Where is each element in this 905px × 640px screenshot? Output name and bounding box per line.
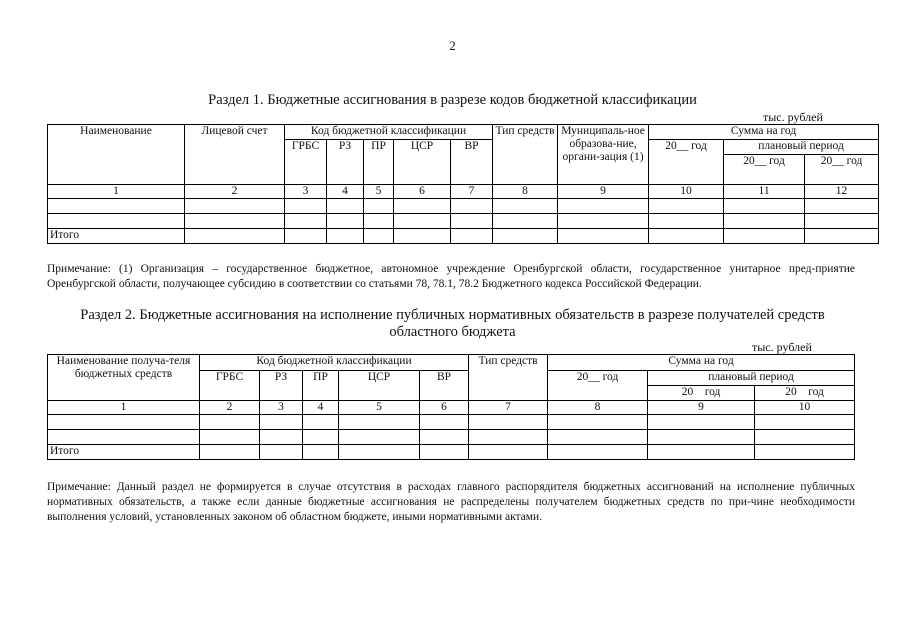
table-cell[interactable]: [260, 445, 303, 460]
table-cell[interactable]: [558, 199, 649, 214]
table-cell[interactable]: [451, 199, 493, 214]
col-municipal-header: Муниципаль-ное образова-ние, органи-зация (1): [558, 125, 649, 185]
table-cell[interactable]: [493, 199, 558, 214]
table-cell[interactable]: [48, 415, 200, 430]
col-year-current-header: 20__ год: [649, 140, 724, 185]
column-number: 10: [755, 401, 855, 415]
table-cell[interactable]: [303, 430, 339, 445]
table-cell[interactable]: [558, 229, 649, 244]
table-cell[interactable]: [755, 430, 855, 445]
table-cell[interactable]: [649, 229, 724, 244]
col-planning-period-header: плановый период: [648, 371, 855, 386]
table-cell[interactable]: [260, 415, 303, 430]
table-cell[interactable]: [648, 415, 755, 430]
column-number: 7: [451, 185, 493, 199]
column-number: 8: [493, 185, 558, 199]
table-cell[interactable]: [339, 430, 420, 445]
col-sum-header: Сумма на год: [649, 125, 879, 140]
col-year-plan2-header: 20__ год: [805, 155, 879, 185]
col-bk-code-header: Код бюджетной классификации: [285, 125, 493, 140]
table-cell[interactable]: [469, 415, 548, 430]
column-number: 1: [48, 185, 185, 199]
table-cell[interactable]: [469, 445, 548, 460]
table-cell[interactable]: [185, 214, 285, 229]
table-cell[interactable]: [364, 214, 394, 229]
column-number-row: [48, 401, 855, 415]
column-number: 9: [558, 185, 649, 199]
column-number: 10: [649, 185, 724, 199]
table-cell[interactable]: [48, 430, 200, 445]
table-cell[interactable]: [648, 445, 755, 460]
column-number: 1: [48, 401, 200, 415]
table-cell[interactable]: [339, 445, 420, 460]
page-number: 2: [449, 38, 456, 53]
col-grbs-header: ГРБС: [285, 140, 327, 185]
table-cell[interactable]: [285, 214, 327, 229]
table-cell[interactable]: [724, 199, 805, 214]
table-cell[interactable]: [364, 199, 394, 214]
table-cell[interactable]: [303, 415, 339, 430]
column-number: 6: [420, 401, 469, 415]
table-cell[interactable]: [339, 415, 420, 430]
col-year-current-header: 20__ год: [548, 371, 648, 401]
column-number: 7: [469, 401, 548, 415]
table-cell[interactable]: [327, 214, 364, 229]
col-year-plan1-header: 20 год: [648, 386, 755, 401]
table-cell[interactable]: [649, 214, 724, 229]
table-cell[interactable]: [724, 229, 805, 244]
column-number: 2: [200, 401, 260, 415]
table-cell[interactable]: [648, 430, 755, 445]
table-cell[interactable]: [394, 199, 451, 214]
col-funds-type-header: Тип средств: [493, 125, 558, 185]
column-number: 2: [185, 185, 285, 199]
table-cell[interactable]: [805, 214, 879, 229]
col-pr-header: ПР: [303, 371, 339, 401]
table-cell[interactable]: [327, 229, 364, 244]
table-cell[interactable]: [420, 445, 469, 460]
table-cell[interactable]: [185, 199, 285, 214]
table-row: [48, 214, 879, 229]
col-rz-header: РЗ: [260, 371, 303, 401]
table-cell[interactable]: [185, 229, 285, 244]
table-cell[interactable]: [493, 214, 558, 229]
table-cell[interactable]: [285, 199, 327, 214]
column-number: 9: [648, 401, 755, 415]
col-account-header: Лицевой счет: [185, 125, 285, 185]
col-grbs-header: ГРБС: [200, 371, 260, 401]
table-cell[interactable]: [469, 430, 548, 445]
section2-title-line2: областного бюджета: [389, 324, 516, 340]
table-cell[interactable]: [48, 214, 185, 229]
table-cell[interactable]: [755, 445, 855, 460]
table-cell[interactable]: [420, 430, 469, 445]
col-vr-header: ВР: [420, 371, 469, 401]
table-cell[interactable]: [558, 214, 649, 229]
section1-title: Раздел 1. Бюджетные ассигнования в разрезе кодов бюджетной классификации: [208, 92, 697, 108]
total-label: Итого: [48, 445, 200, 460]
table-cell[interactable]: [493, 229, 558, 244]
table-row: [48, 430, 855, 445]
col-funds-type-header: Тип средств: [469, 355, 548, 401]
col-year-plan2-header: 20 год: [755, 386, 855, 401]
col-csr-header: ЦСР: [339, 371, 420, 401]
table-cell[interactable]: [327, 199, 364, 214]
table-row: [48, 415, 855, 430]
section1-note: Примечание: (1) Организация – государственное бюджетное, автономное учреждение Оренбургской области, государственное унитарное пред-приятие Оренбургской области, получающее субсидию в соответствии со статьями 78, 78.1, 78.2 Бюджетного кодекса Российской Федерации.: [47, 263, 855, 290]
table-cell[interactable]: [260, 430, 303, 445]
table-cell[interactable]: [755, 415, 855, 430]
total-label: Итого: [48, 229, 185, 244]
column-number: 5: [364, 185, 394, 199]
total-row: [48, 229, 879, 244]
table-cell[interactable]: [200, 430, 260, 445]
total-row: [48, 445, 855, 460]
section2-note: Примечание: Данный раздел не формируется в случае отсутствия в расходах главного распорядителя бюджетных ассигнований на исполнение публичных нормативных обязательств, а также если данные бюджетные ассигнования не распределены получателем бюджетных средств по при-чине необходимости выполнения условий, установленных законом об областном бюджете, иными нормативными актами.: [47, 481, 855, 523]
section2-title-line1: Раздел 2. Бюджетные ассигнования на исполнение публичных нормативных обязательств в разрезе получателей средств: [80, 307, 825, 323]
column-number: 4: [303, 401, 339, 415]
table-cell[interactable]: [420, 415, 469, 430]
column-number-row: [48, 185, 879, 199]
table-cell[interactable]: [303, 445, 339, 460]
table-cell[interactable]: [285, 229, 327, 244]
table-cell[interactable]: [200, 445, 260, 460]
table-cell[interactable]: [394, 229, 451, 244]
table-cell[interactable]: [548, 415, 648, 430]
col-sum-header: Сумма на год: [548, 355, 855, 371]
table-cell[interactable]: [451, 229, 493, 244]
table-cell[interactable]: [200, 415, 260, 430]
col-bk-code-header: Код бюджетной классификации: [200, 355, 469, 371]
column-number: 6: [394, 185, 451, 199]
section1-table: [47, 124, 879, 244]
table-cell[interactable]: [805, 199, 879, 214]
table-cell[interactable]: [805, 229, 879, 244]
table-cell[interactable]: [548, 430, 648, 445]
col-name-header: Наименование: [48, 125, 185, 185]
col-vr-header: ВР: [451, 140, 493, 185]
column-number: 8: [548, 401, 648, 415]
table-cell[interactable]: [548, 445, 648, 460]
col-planning-period-header: плановый период: [724, 140, 879, 155]
col-csr-header: ЦСР: [394, 140, 451, 185]
col-rz-header: РЗ: [327, 140, 364, 185]
table-row: [48, 199, 879, 214]
col-pr-header: ПР: [364, 140, 394, 185]
table-cell[interactable]: [451, 214, 493, 229]
table-cell[interactable]: [394, 214, 451, 229]
column-number: 11: [724, 185, 805, 199]
section2-unit: тыс. рублей: [752, 340, 812, 354]
col-recipient-header: Наименование получа-теля бюджетных средств: [48, 355, 200, 401]
column-number: 12: [805, 185, 879, 199]
column-number: 5: [339, 401, 420, 415]
column-number: 3: [285, 185, 327, 199]
column-number: 4: [327, 185, 364, 199]
table-cell[interactable]: [48, 199, 185, 214]
section2-table: [47, 354, 855, 460]
table-cell[interactable]: [724, 214, 805, 229]
col-year-plan1-header: 20__ год: [724, 155, 805, 185]
table-cell[interactable]: [649, 199, 724, 214]
table-cell[interactable]: [364, 229, 394, 244]
section1-unit: тыс. рублей: [763, 110, 823, 124]
column-number: 3: [260, 401, 303, 415]
